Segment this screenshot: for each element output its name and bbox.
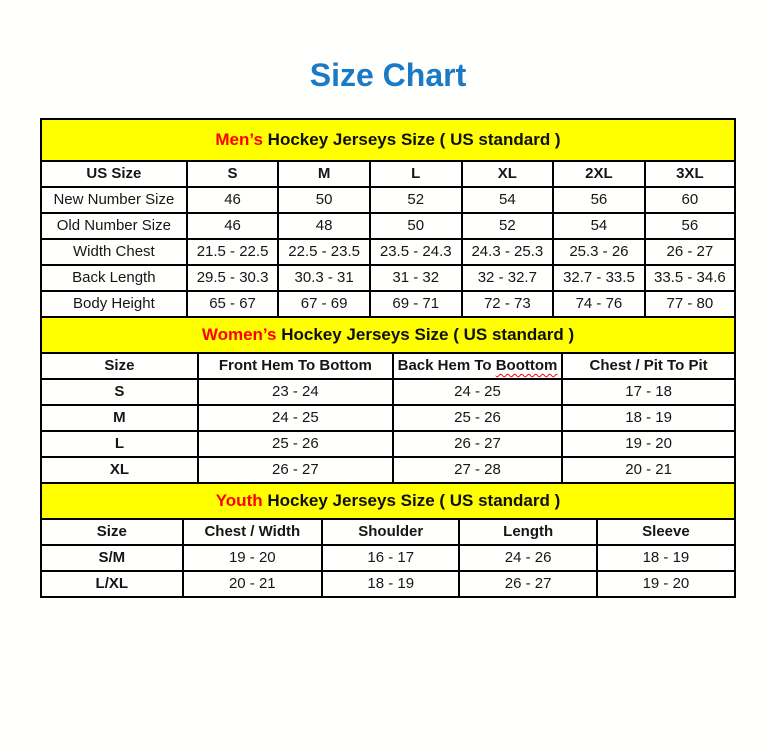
column-header: Size	[41, 519, 183, 545]
size-value-cell: 29.5 - 30.3	[187, 265, 279, 291]
size-value-cell: 27 - 28	[393, 457, 562, 483]
size-value-cell: 48	[278, 213, 370, 239]
size-value-cell: 25 - 26	[198, 431, 393, 457]
column-header: XL	[462, 161, 554, 187]
size-table-mens	[40, 160, 736, 318]
table-row	[41, 571, 735, 597]
size-chart	[40, 118, 736, 598]
size-value-cell: 18 - 19	[322, 571, 459, 597]
size-value-cell: 46	[187, 187, 279, 213]
size-value-cell: 74 - 76	[553, 291, 645, 317]
size-value-cell: 50	[370, 213, 462, 239]
table-row	[41, 265, 735, 291]
row-label: Old Number Size	[41, 213, 187, 239]
size-value-cell: 21.5 - 22.5	[187, 239, 279, 265]
table-row	[41, 379, 735, 405]
size-value-cell: 25.3 - 26	[553, 239, 645, 265]
column-header: M	[278, 161, 370, 187]
table-row	[41, 213, 735, 239]
column-header: Size	[41, 353, 198, 379]
size-value-cell: 18 - 19	[597, 545, 735, 571]
size-value-cell: 20 - 21	[183, 571, 322, 597]
size-value-cell: 32.7 - 33.5	[553, 265, 645, 291]
row-label: New Number Size	[41, 187, 187, 213]
size-value-cell: 26 - 27	[645, 239, 735, 265]
table-row	[41, 187, 735, 213]
table-row	[41, 405, 735, 431]
size-value-cell: 22.5 - 23.5	[278, 239, 370, 265]
size-value-cell: 24 - 25	[198, 405, 393, 431]
size-value-cell: 23.5 - 24.3	[370, 239, 462, 265]
size-value-cell: 19 - 20	[183, 545, 322, 571]
table-row	[41, 291, 735, 317]
size-value-cell: 67 - 69	[278, 291, 370, 317]
size-value-cell: 30.3 - 31	[278, 265, 370, 291]
table-row	[41, 545, 735, 571]
section-banner-youth	[40, 482, 736, 520]
row-label: Body Height	[41, 291, 187, 317]
row-label: Back Length	[41, 265, 187, 291]
size-value-cell: 18 - 19	[562, 405, 735, 431]
size-value-cell: 26 - 27	[198, 457, 393, 483]
row-label: L	[41, 431, 198, 457]
size-value-cell: 33.5 - 34.6	[645, 265, 735, 291]
size-value-cell: 72 - 73	[462, 291, 554, 317]
banner-highlight: Youth	[215, 491, 263, 510]
banner-highlight: Women’s	[201, 325, 277, 344]
size-value-cell: 19 - 20	[562, 431, 735, 457]
banner-text: Hockey Jerseys Size ( US standard )	[267, 130, 561, 149]
section-youth	[40, 482, 736, 598]
section-banner-womens	[40, 316, 736, 354]
row-label: XL	[41, 457, 198, 483]
column-header: US Size	[41, 161, 187, 187]
column-header: Chest / Pit To Pit	[562, 353, 735, 379]
row-label: M	[41, 405, 198, 431]
table-row	[41, 431, 735, 457]
size-value-cell: 52	[370, 187, 462, 213]
section-womens	[40, 316, 736, 484]
size-value-cell: 69 - 71	[370, 291, 462, 317]
size-value-cell: 24 - 25	[393, 379, 562, 405]
column-header: Chest / Width	[183, 519, 322, 545]
size-value-cell: 54	[462, 187, 554, 213]
size-value-cell: 56	[553, 187, 645, 213]
column-header: 2XL	[553, 161, 645, 187]
size-value-cell: 17 - 18	[562, 379, 735, 405]
size-value-cell: 24 - 26	[459, 545, 596, 571]
size-value-cell: 26 - 27	[393, 431, 562, 457]
size-table-youth	[40, 518, 736, 598]
section-mens	[40, 118, 736, 318]
size-value-cell: 20 - 21	[562, 457, 735, 483]
size-value-cell: 52	[462, 213, 554, 239]
size-value-cell: 54	[553, 213, 645, 239]
size-value-cell: 19 - 20	[597, 571, 735, 597]
size-value-cell: 25 - 26	[393, 405, 562, 431]
row-label: S/M	[41, 545, 183, 571]
column-header: S	[187, 161, 279, 187]
banner-highlight: Men’s	[215, 130, 263, 149]
column-header: Front Hem To Bottom	[198, 353, 393, 379]
column-header: Length	[459, 519, 596, 545]
banner-text: Hockey Jerseys Size ( US standard )	[281, 325, 575, 344]
size-value-cell: 77 - 80	[645, 291, 735, 317]
header-row	[41, 353, 735, 379]
section-banner-mens	[40, 118, 736, 162]
size-value-cell: 23 - 24	[198, 379, 393, 405]
misspelled-word: Boottom	[495, 357, 558, 374]
column-header: Shoulder	[322, 519, 459, 545]
size-value-cell: 56	[645, 213, 735, 239]
row-label: Width Chest	[41, 239, 187, 265]
banner-text: Hockey Jerseys Size ( US standard )	[267, 491, 561, 510]
size-chart-page	[0, 58, 776, 750]
size-value-cell: 32 - 32.7	[462, 265, 554, 291]
size-value-cell: 26 - 27	[459, 571, 596, 597]
column-header: L	[370, 161, 462, 187]
column-header: Sleeve	[597, 519, 735, 545]
size-value-cell: 65 - 67	[187, 291, 279, 317]
row-label: S	[41, 379, 198, 405]
page-title: Size Chart	[309, 57, 467, 93]
size-value-cell: 50	[278, 187, 370, 213]
table-row	[41, 457, 735, 483]
size-table-womens	[40, 352, 736, 484]
header-row	[41, 519, 735, 545]
table-row	[41, 239, 735, 265]
column-header: 3XL	[645, 161, 735, 187]
size-value-cell: 16 - 17	[322, 545, 459, 571]
row-label: L/XL	[41, 571, 183, 597]
header-row	[41, 161, 735, 187]
size-value-cell: 46	[187, 213, 279, 239]
size-value-cell: 60	[645, 187, 735, 213]
column-header: Back Hem To Boottom	[393, 353, 562, 379]
size-value-cell: 24.3 - 25.3	[462, 239, 554, 265]
size-value-cell: 31 - 32	[370, 265, 462, 291]
